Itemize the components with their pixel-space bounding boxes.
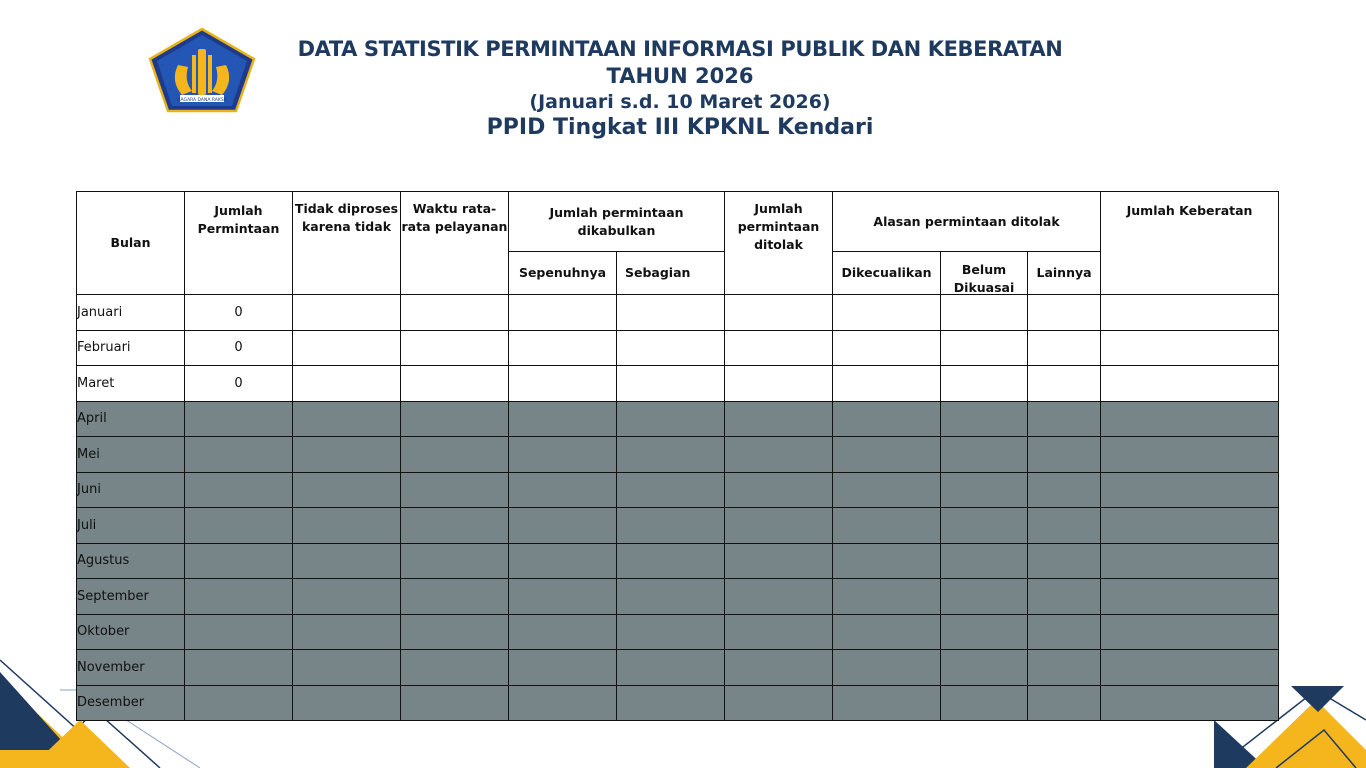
col-waktu-pelayanan: Waktu rata-rata pelayanan (401, 192, 509, 295)
empty-cell (941, 650, 1028, 686)
month-cell: Januari (77, 295, 185, 331)
empty-cell (617, 401, 725, 437)
month-cell: Februari (77, 330, 185, 366)
table-row (77, 543, 1279, 579)
empty-cell (401, 579, 509, 615)
empty-cell (401, 366, 509, 402)
col-jumlah-permintaan: Jumlah Permintaan (185, 192, 293, 295)
empty-cell (617, 508, 725, 544)
jumlah-permintaan-cell (185, 401, 293, 437)
jumlah-permintaan-cell: 0 (185, 330, 293, 366)
page-title-year: TAHUN 2026 (606, 64, 754, 88)
empty-cell (725, 543, 833, 579)
col-bulan: Bulan (77, 192, 185, 295)
empty-cell (509, 295, 617, 331)
month-cell: Agustus (77, 543, 185, 579)
col-dikabulkan: Jumlah permintaan dikabulkan (509, 192, 725, 252)
empty-cell (401, 401, 509, 437)
empty-cell (293, 330, 401, 366)
empty-cell (1101, 508, 1279, 544)
empty-cell (1028, 543, 1101, 579)
empty-cell (833, 401, 941, 437)
month-cell: Juli (77, 508, 185, 544)
month-cell: Oktober (77, 614, 185, 650)
empty-cell (401, 472, 509, 508)
empty-cell (617, 685, 725, 721)
month-cell: Juni (77, 472, 185, 508)
empty-cell (1101, 472, 1279, 508)
empty-cell (941, 472, 1028, 508)
empty-cell (401, 437, 509, 473)
empty-cell (1101, 295, 1279, 331)
empty-cell (725, 472, 833, 508)
empty-cell (941, 543, 1028, 579)
empty-cell (509, 685, 617, 721)
empty-cell (833, 366, 941, 402)
empty-cell (509, 366, 617, 402)
empty-cell (509, 437, 617, 473)
table-row (77, 685, 1279, 721)
month-cell: Desember (77, 685, 185, 721)
empty-cell (293, 472, 401, 508)
empty-cell (1101, 401, 1279, 437)
empty-cell (293, 437, 401, 473)
empty-cell (1101, 330, 1279, 366)
col-sebagian: Sebagian (617, 252, 725, 295)
period-subtitle: (Januari s.d. 10 Maret 2026) (529, 91, 831, 113)
table-row (77, 401, 1279, 437)
jumlah-permintaan-cell (185, 543, 293, 579)
col-dikecualikan: Dikecualikan (833, 252, 941, 295)
statistics-table (76, 191, 1279, 721)
empty-cell (1028, 366, 1101, 402)
svg-text:NAGARA DANA RAKSA: NAGARA DANA RAKSA (177, 98, 227, 103)
empty-cell (509, 543, 617, 579)
empty-cell (617, 579, 725, 615)
empty-cell (617, 437, 725, 473)
empty-cell (941, 508, 1028, 544)
jumlah-permintaan-cell (185, 472, 293, 508)
month-cell: Mei (77, 437, 185, 473)
empty-cell (401, 508, 509, 544)
kemenkeu-logo (148, 27, 256, 113)
empty-cell (1028, 472, 1101, 508)
col-keberatan: Jumlah Keberatan (1101, 192, 1279, 295)
empty-cell (509, 579, 617, 615)
empty-cell (293, 614, 401, 650)
month-cell: September (77, 579, 185, 615)
col-sepenuhnya: Sepenuhnya (509, 252, 617, 295)
empty-cell (941, 295, 1028, 331)
table-row (77, 472, 1279, 508)
empty-cell (617, 650, 725, 686)
empty-cell (1101, 650, 1279, 686)
empty-cell (509, 401, 617, 437)
col-tidak-diproses: Tidak diproses karena tidak (293, 192, 401, 295)
title-block (260, 36, 1100, 141)
table-row (77, 366, 1279, 402)
month-cell: April (77, 401, 185, 437)
jumlah-permintaan-cell (185, 508, 293, 544)
month-cell: November (77, 650, 185, 686)
empty-cell (833, 508, 941, 544)
empty-cell (725, 614, 833, 650)
col-ditolak: Jumlah permintaan ditolak (725, 192, 833, 295)
empty-cell (1028, 614, 1101, 650)
empty-cell (509, 614, 617, 650)
empty-cell (401, 614, 509, 650)
empty-cell (1101, 579, 1279, 615)
empty-cell (1101, 543, 1279, 579)
empty-cell (1028, 685, 1101, 721)
empty-cell (1028, 579, 1101, 615)
empty-cell (1028, 437, 1101, 473)
col-belum-dikuasai: Belum Dikuasai (941, 252, 1028, 295)
empty-cell (725, 437, 833, 473)
table-row (77, 437, 1279, 473)
empty-cell (1101, 685, 1279, 721)
empty-cell (833, 614, 941, 650)
empty-cell (509, 650, 617, 686)
empty-cell (293, 295, 401, 331)
empty-cell (725, 685, 833, 721)
empty-cell (401, 650, 509, 686)
empty-cell (941, 437, 1028, 473)
empty-cell (617, 543, 725, 579)
empty-cell (833, 295, 941, 331)
empty-cell (617, 330, 725, 366)
empty-cell (725, 330, 833, 366)
empty-cell (617, 366, 725, 402)
empty-cell (941, 366, 1028, 402)
empty-cell (401, 543, 509, 579)
empty-cell (941, 579, 1028, 615)
empty-cell (1101, 437, 1279, 473)
empty-cell (725, 401, 833, 437)
empty-cell (833, 437, 941, 473)
table-row (77, 508, 1279, 544)
table-row (77, 650, 1279, 686)
jumlah-permintaan-cell (185, 614, 293, 650)
jumlah-permintaan-cell: 0 (185, 366, 293, 402)
empty-cell (725, 650, 833, 686)
office-subtitle: PPID Tingkat III KPKNL Kendari (486, 115, 874, 140)
empty-cell (617, 614, 725, 650)
empty-cell (1028, 650, 1101, 686)
empty-cell (941, 614, 1028, 650)
empty-cell (725, 508, 833, 544)
empty-cell (293, 685, 401, 721)
empty-cell (401, 330, 509, 366)
col-lainnya: Lainnya (1028, 252, 1101, 295)
empty-cell (293, 401, 401, 437)
empty-cell (509, 508, 617, 544)
empty-cell (1028, 295, 1101, 331)
table-row (77, 330, 1279, 366)
empty-cell (833, 685, 941, 721)
empty-cell (617, 472, 725, 508)
empty-cell (293, 579, 401, 615)
table-row (77, 614, 1279, 650)
empty-cell (617, 295, 725, 331)
empty-cell (293, 508, 401, 544)
empty-cell (725, 366, 833, 402)
jumlah-permintaan-cell (185, 579, 293, 615)
jumlah-permintaan-cell (185, 437, 293, 473)
empty-cell (833, 543, 941, 579)
table-row (77, 295, 1279, 331)
empty-cell (833, 650, 941, 686)
empty-cell (509, 472, 617, 508)
empty-cell (941, 401, 1028, 437)
empty-cell (941, 330, 1028, 366)
jumlah-permintaan-cell (185, 685, 293, 721)
empty-cell (725, 579, 833, 615)
empty-cell (833, 472, 941, 508)
empty-cell (1101, 366, 1279, 402)
jumlah-permintaan-cell (185, 650, 293, 686)
empty-cell (401, 685, 509, 721)
empty-cell (1101, 614, 1279, 650)
empty-cell (833, 330, 941, 366)
empty-cell (833, 579, 941, 615)
page-title: DATA STATISTIK PERMINTAAN INFORMASI PUBLIK DAN KEBERATAN (297, 37, 1063, 61)
empty-cell (1028, 401, 1101, 437)
empty-cell (509, 330, 617, 366)
table-row (77, 579, 1279, 615)
empty-cell (725, 295, 833, 331)
empty-cell (293, 366, 401, 402)
jumlah-permintaan-cell: 0 (185, 295, 293, 331)
empty-cell (401, 295, 509, 331)
empty-cell (293, 650, 401, 686)
empty-cell (1028, 330, 1101, 366)
empty-cell (941, 685, 1028, 721)
empty-cell (1028, 508, 1101, 544)
month-cell: Maret (77, 366, 185, 402)
empty-cell (293, 543, 401, 579)
col-alasan-ditolak: Alasan permintaan ditolak (833, 192, 1101, 252)
